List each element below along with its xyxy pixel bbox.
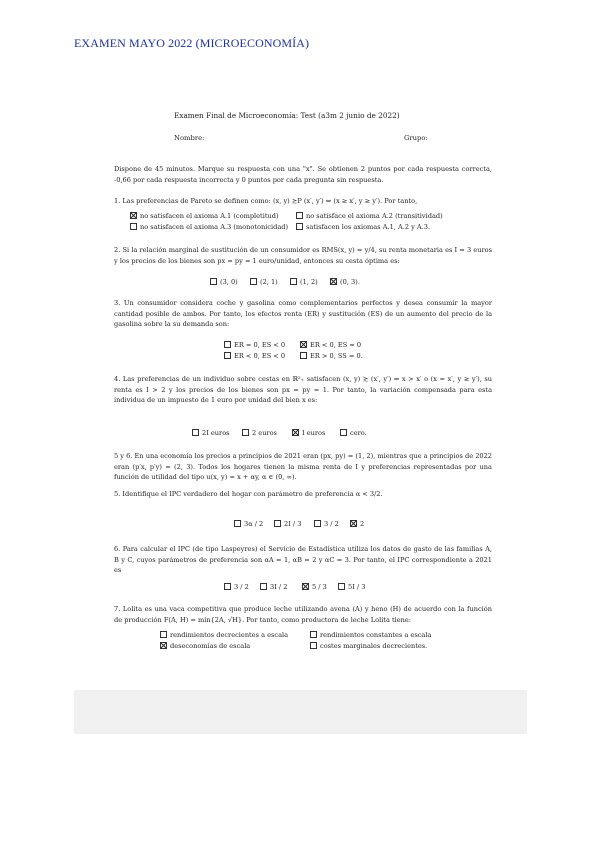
q5-option-b[interactable]: 2I / 3: [274, 519, 301, 529]
q5-option-d[interactable]: 2: [350, 519, 364, 529]
q7-option-d[interactable]: costes marginales decrecientes.: [310, 641, 427, 651]
q1-option-b[interactable]: no satisface el axioma A.2 (transitividad): [296, 211, 443, 221]
checkbox-icon: [224, 352, 231, 359]
q1-option-d[interactable]: satisfacen los axiomas A.1, A.2 y A.3.: [296, 222, 430, 232]
q2-option-b[interactable]: (2, 1): [250, 277, 278, 287]
q7-option-c[interactable]: deseconomías de escala: [160, 641, 250, 651]
q2-option-c[interactable]: (1, 2): [290, 277, 318, 287]
question-7-text: 7. Lolita es una vaca competitiva que produce leche utilizando avena (A) y heno (H) de acuerdo con la función de producción F(A, H) = min{2A, √H}. Por tanto, como productora de leche Lolita tiene:: [114, 605, 492, 624]
question-1-text: 1. Las preferencias de Pareto se definen como: (x, y) ≿P (x′, y′) ⇔ (x ≥ x′, y ≥ y′). Por tanto,: [114, 197, 418, 205]
q4-option-b[interactable]: 2 euros: [242, 428, 277, 438]
q6-option-b[interactable]: 3I / 2: [260, 582, 287, 592]
q2-option-a[interactable]: (3, 0): [210, 277, 238, 287]
question-4-text: 4. Las preferencias de un individuo sobre cestas en ℝ²₊ satisfacen (x, y) ≿ (x′, y′) ⇒ x > x′ o (x = x′, y ≥ y′), su renta es I > 2 y los precios de los bienes son px = py = 1. Por tanto, la variación compensada para esta individua de un impuesto de 1 euro por unidad del bien x es:: [114, 375, 492, 404]
q1-option-a[interactable]: no satisfacen el axioma A.1 (completitud): [130, 211, 279, 221]
q4-option-c[interactable]: I euros: [292, 428, 325, 438]
checkbox-checked-icon: [330, 278, 337, 285]
q6-option-c[interactable]: 5 / 3: [302, 582, 327, 592]
paper-footer-shade: [74, 690, 527, 734]
checkbox-icon: [210, 278, 217, 285]
checkbox-icon: [310, 631, 317, 638]
q7-option-a[interactable]: rendimientos decrecientes a escala: [160, 630, 288, 640]
checkbox-icon: [250, 278, 257, 285]
checkbox-checked-icon: [160, 642, 167, 649]
checkbox-checked-icon: [292, 429, 299, 436]
q4-option-d[interactable]: cero.: [340, 428, 367, 438]
checkbox-icon: [338, 583, 345, 590]
exam-title: Examen Final de Microeconomía: Test (a3m 2 junio de 2022): [174, 111, 400, 120]
nombre-label: Nombre:: [174, 134, 205, 142]
checkbox-icon: [224, 341, 231, 348]
checkbox-checked-icon: [302, 583, 309, 590]
checkbox-icon: [234, 520, 241, 527]
checkbox-checked-icon: [300, 341, 307, 348]
checkbox-icon: [300, 352, 307, 359]
checkbox-icon: [224, 583, 231, 590]
instructions: Dispone de 45 minutos. Marque su respuesta con una "x". Se obtienen 2 puntos por cada respuesta correcta, -0,66 por cada respuesta incorrecta y 0 puntos por cada pregunta sin respuesta.: [114, 165, 492, 184]
q6-option-d[interactable]: 5I / 3: [338, 582, 365, 592]
checkbox-checked-icon: [130, 212, 137, 219]
q7-option-b[interactable]: rendimientos constantes a escala: [310, 630, 431, 640]
checkbox-checked-icon: [350, 520, 357, 527]
checkbox-icon: [130, 223, 137, 230]
question-2-text: 2. Si la relación marginal de sustitución de un consumidor es RMS(x, y) = y/4, su renta monetaria es I = 3 euros y los precios de los bienes son px = py = 1 euro/unidad, entonces su cesta óptima es:: [114, 246, 492, 265]
q6-option-a[interactable]: 3 / 2: [224, 582, 249, 592]
checkbox-icon: [192, 429, 199, 436]
exam-paper: [74, 74, 527, 734]
q5-option-a[interactable]: 3α / 2: [234, 519, 263, 529]
q2-option-d[interactable]: (0, 3).: [330, 277, 360, 287]
checkbox-icon: [160, 631, 167, 638]
q1-option-c[interactable]: no satisfacen el axioma A.3 (monotonicidad): [130, 222, 288, 232]
question-3-text: 3. Un consumidor considera coche y gasolina como complementarios perfectos y desea consumir la mayor cantidad posible de ambos. Por tanto, los efectos renta (ER) y sustitución (ES) de un aumento del precio de la gasolina sobre la su demanda son:: [114, 299, 492, 328]
checkbox-icon: [296, 223, 303, 230]
checkbox-icon: [314, 520, 321, 527]
checkbox-icon: [340, 429, 347, 436]
q5-option-c[interactable]: 3 / 2: [314, 519, 339, 529]
grupo-label: Grupo:: [404, 134, 428, 142]
question-5-text: 5. Identifique el IPC verdadero del hogar con parámetro de preferencia α < 3/2.: [114, 490, 383, 498]
q3-option-d[interactable]: ER > 0, SS = 0.: [300, 351, 363, 361]
checkbox-icon: [296, 212, 303, 219]
q3-option-c[interactable]: ER < 0, ES < 0: [224, 351, 285, 361]
question-5-6-intro: 5 y 6. En una economía los precios a principios de 2021 eran (px, py) = (1, 2), mientras que a principios de 2022 eran (p′x, p′y) = (2, 3). Todos los hogares tienen la misma renta de I y preferencias representadas por una función de utilidad del tipo u(x, y) = x + αy, α ∈ (0, ∞).: [114, 452, 492, 481]
q4-option-a[interactable]: 2I euros: [192, 428, 230, 438]
q3-option-a[interactable]: ER = 0, ES < 0: [224, 340, 285, 350]
question-6-text: 6. Para calcular el IPC (de tipo Laspeyres) el Servicio de Estadística utiliza los datos de gasto de las familias A, B y C, cuyos parámetros de preferencia son αA = 1, αB = 2 y αC = 3. Por tanto, el IPC correspondiente a 2021 es: [114, 545, 492, 574]
checkbox-icon: [242, 429, 249, 436]
checkbox-icon: [290, 278, 297, 285]
q3-option-b[interactable]: ER < 0, ES = 0: [300, 340, 361, 350]
checkbox-icon: [260, 583, 267, 590]
page-heading: EXAMEN MAYO 2022 (MICROECONOMÍA): [74, 36, 310, 50]
checkbox-icon: [310, 642, 317, 649]
checkbox-icon: [274, 520, 281, 527]
